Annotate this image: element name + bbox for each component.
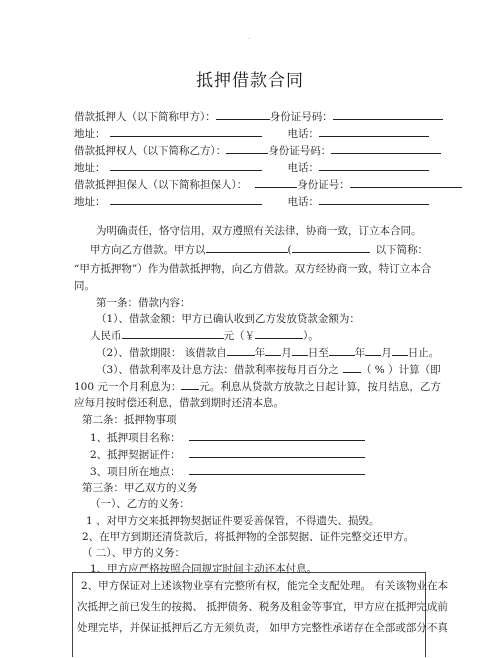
pledgee-duty-2: 2、在甲方到期还清贷款后，将抵押物的全部契据、证件完整交还甲方。	[82, 531, 415, 543]
page-title: 抵押借款合同	[196, 71, 304, 91]
collateral-location-row: 3、项目所在地点：	[90, 464, 365, 479]
article-2-heading: 第二条：抵押物事项	[82, 414, 177, 426]
collateral-deed-row: 2、抵押契据证件：	[90, 447, 365, 462]
amount-words-blank[interactable]	[122, 328, 224, 339]
amount-figure-blank[interactable]	[255, 328, 303, 339]
article-1-item-1: （1）、借款金额：甲方已确认收到乙方发放贷款金额为：	[96, 313, 360, 325]
intro-paragraph-1: 为明确责任，恪守信用，双方遵照有关法律，协商一致，订立本合同。	[96, 225, 422, 237]
pledgor-phone-blank[interactable]	[319, 126, 429, 137]
collateral-name-blank[interactable]	[189, 430, 365, 441]
interest-repay-row: 应每月按时偿还利息，借款到期时还清本息。	[74, 397, 284, 409]
pledgee-id-blank[interactable]	[331, 143, 441, 154]
pledgee-duty-1: 1 、对甲方交来抵押物契据证件要妥善保管，不得遗失、损毁。	[86, 515, 380, 527]
pledgor-duty-2-box	[72, 572, 449, 657]
pledgor-duty-2-line-1: 2、甲方保证对上述该物业享有完整所有权，能完全支配处理。 有关该物业在本	[81, 580, 449, 592]
end-year-blank[interactable]	[329, 345, 355, 356]
monthly-interest-blank[interactable]	[181, 379, 199, 390]
pledgor-duties-heading: （ 二）、甲方的义务：	[82, 547, 186, 559]
loan-amount-row: 人民币 元（￥ ）。	[90, 330, 319, 342]
guarantor-id-blank[interactable]	[350, 177, 462, 188]
pledgee-duties-heading: （一）、乙方的义务：	[90, 498, 190, 510]
end-day-blank[interactable]	[392, 345, 408, 356]
pledgor-id-blank[interactable]	[333, 109, 443, 120]
pledgee-address-row: 地址： 电话：	[74, 160, 429, 175]
pledgee-name-blank[interactable]	[226, 143, 268, 154]
intro-paragraph-3: “甲方抵押物”）作为借款抵押物，向乙方借款。双方经协商一致，特订立本合	[74, 263, 432, 275]
collateral-deed-blank[interactable]	[189, 447, 365, 458]
collateral-blank-2[interactable]	[292, 242, 370, 253]
end-month-blank[interactable]	[365, 345, 381, 356]
pledgor-name-blank[interactable]	[216, 109, 270, 120]
guarantor-phone-blank[interactable]	[319, 194, 429, 205]
pledgee-phone-blank[interactable]	[319, 160, 429, 171]
pledgor-duty-2-line-2: 次抵押之前已发生的按揭、 抵押债务、税务及租金等事宜，甲方应在抵押完成前	[77, 601, 448, 613]
guarantor-address-blank[interactable]	[110, 194, 262, 205]
pledgee-row: 借款抵押权人（以下简称乙方）： 身份证号码：	[74, 143, 441, 158]
pledgor-address-row: 地址： 电话：	[74, 126, 429, 141]
collateral-blank-1[interactable]	[206, 242, 288, 253]
intro-paragraph-4: 同。	[74, 280, 95, 292]
start-day-blank[interactable]	[292, 345, 308, 356]
interest-rate-row: （3）、借款利率及计息方法：借款利率按每月百分之 （ % ）计算（即	[96, 364, 441, 376]
guarantor-row: 借款抵押担保人（以下简称担保人）： 身份证号：	[74, 177, 462, 192]
pledgor-duty-2-line-3: 处理完毕，并保证抵押后乙方无须负责， 如甲方完整性承诺存在全部或部分不真	[77, 622, 448, 634]
pledgee-address-blank[interactable]	[110, 160, 262, 171]
start-month-blank[interactable]	[265, 345, 281, 356]
pledgor-duty-1: 1、甲方应严格按照合同规定时间主动还本付息。	[90, 563, 318, 575]
article-1-heading: 第一条：借款内容：	[96, 297, 191, 309]
loan-term-row: （2）、借款期限： 该借款自 年 月 日至 年 月 日止。	[96, 347, 440, 359]
pledgor-address-blank[interactable]	[110, 126, 262, 137]
guarantor-name-blank[interactable]	[255, 177, 297, 188]
interest-amount-row: 100 元一个月利息为： 元。利息从贷款方放款之日起计算，按月结息，乙方	[74, 381, 441, 393]
collateral-location-blank[interactable]	[189, 464, 365, 475]
pledgor-row: 借款抵押人（以下简称甲方）： 身份证号码：	[74, 109, 443, 124]
intro-paragraph-2: 甲方向乙方借款。甲方以 ( 以下简称：	[90, 244, 429, 256]
scan-dot: ·	[248, 36, 250, 43]
guarantor-address-row: 地址： 电话：	[74, 194, 429, 209]
rate-percent-blank[interactable]	[343, 362, 361, 373]
article-3-heading: 第三条：甲乙双方的义务	[82, 482, 198, 494]
collateral-name-row: 1、抵押项目名称：	[90, 430, 365, 445]
start-year-blank[interactable]	[227, 345, 255, 356]
